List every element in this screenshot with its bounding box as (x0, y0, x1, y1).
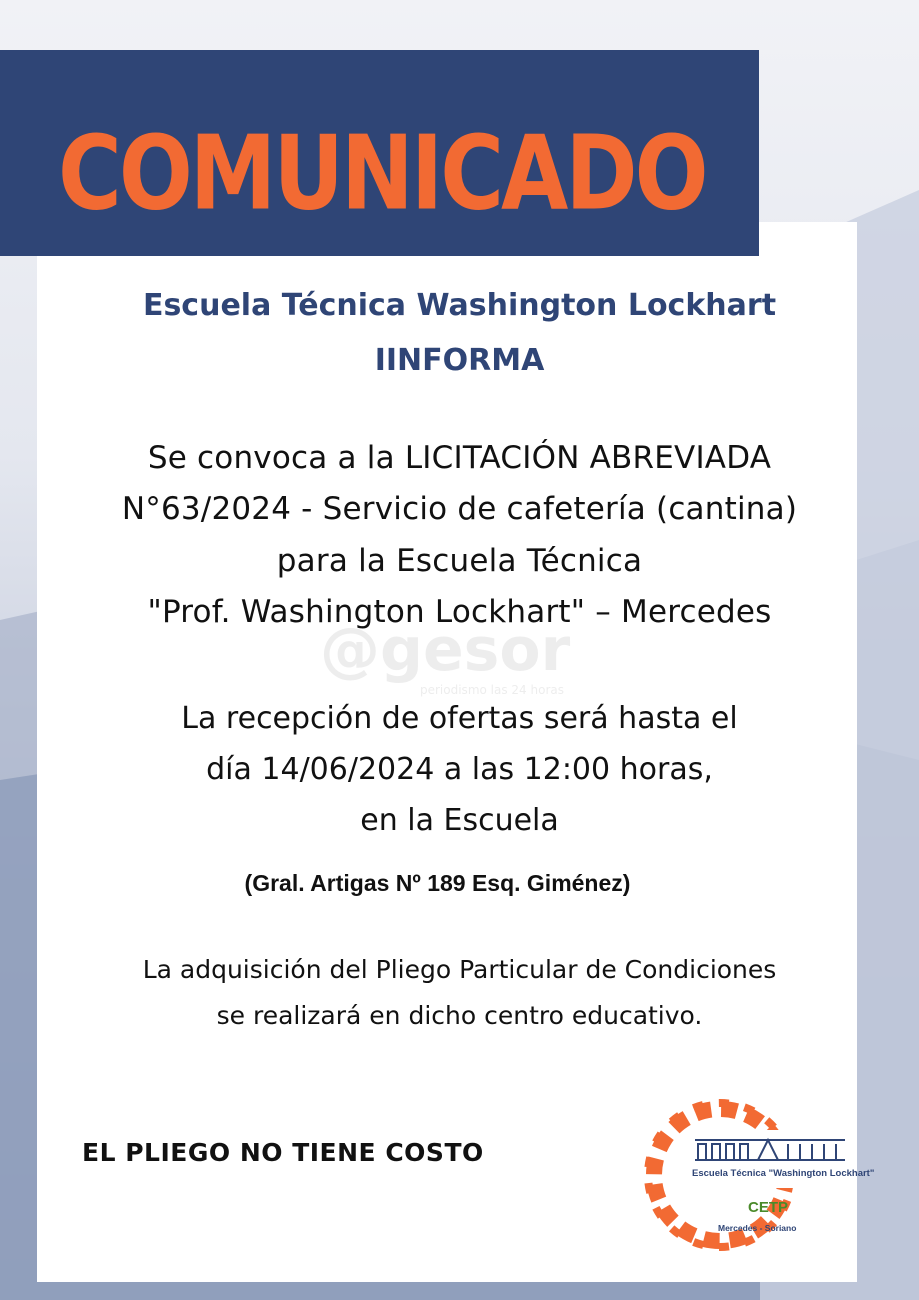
convocatoria-line: "Prof. Washington Lockhart" – Mercedes (147, 594, 772, 630)
banner-title: COMUNICADO (58, 112, 706, 234)
svg-text:CETP: CETP (747, 1199, 789, 1216)
school-address: (Gral. Artigas Nº 189 Esq. Giménez) (244, 870, 631, 896)
no-cost-notice: EL PLIEGO NO TIENE COSTO (82, 1138, 484, 1167)
recepcion-line: día 14/06/2024 a las 12:00 horas, (206, 752, 713, 787)
pliego-line: se realizará en dicho centro educativo. (216, 1001, 703, 1030)
logo-place: Mercedes - Soriano (718, 1223, 797, 1233)
school-logo (640, 1090, 875, 1260)
convocatoria-line: para la Escuela Técnica (276, 543, 643, 579)
convocatoria-line: Se convoca a la LICITACIÓN ABREVIADA (147, 440, 772, 476)
watermark-subtext: periodismo las 24 horas (420, 683, 564, 697)
pliego-line: La adquisición del Pliego Particular de Condiciones (142, 955, 777, 984)
recepcion-line: en la Escuela (360, 803, 559, 838)
convocatoria-line: N°63/2024 - Servicio de cafetería (cantina) (121, 491, 798, 527)
school-name: Escuela Técnica Washington Lockhart (142, 288, 777, 323)
recepcion-line: La recepción de ofertas será hasta el (181, 701, 738, 736)
header-banner (0, 50, 759, 256)
logo-school-name: Escuela Técnica "Washington Lockhart" (692, 1168, 875, 1179)
school-informa: IINFORMA (374, 343, 545, 378)
watermark-text: @gesor (320, 615, 571, 685)
